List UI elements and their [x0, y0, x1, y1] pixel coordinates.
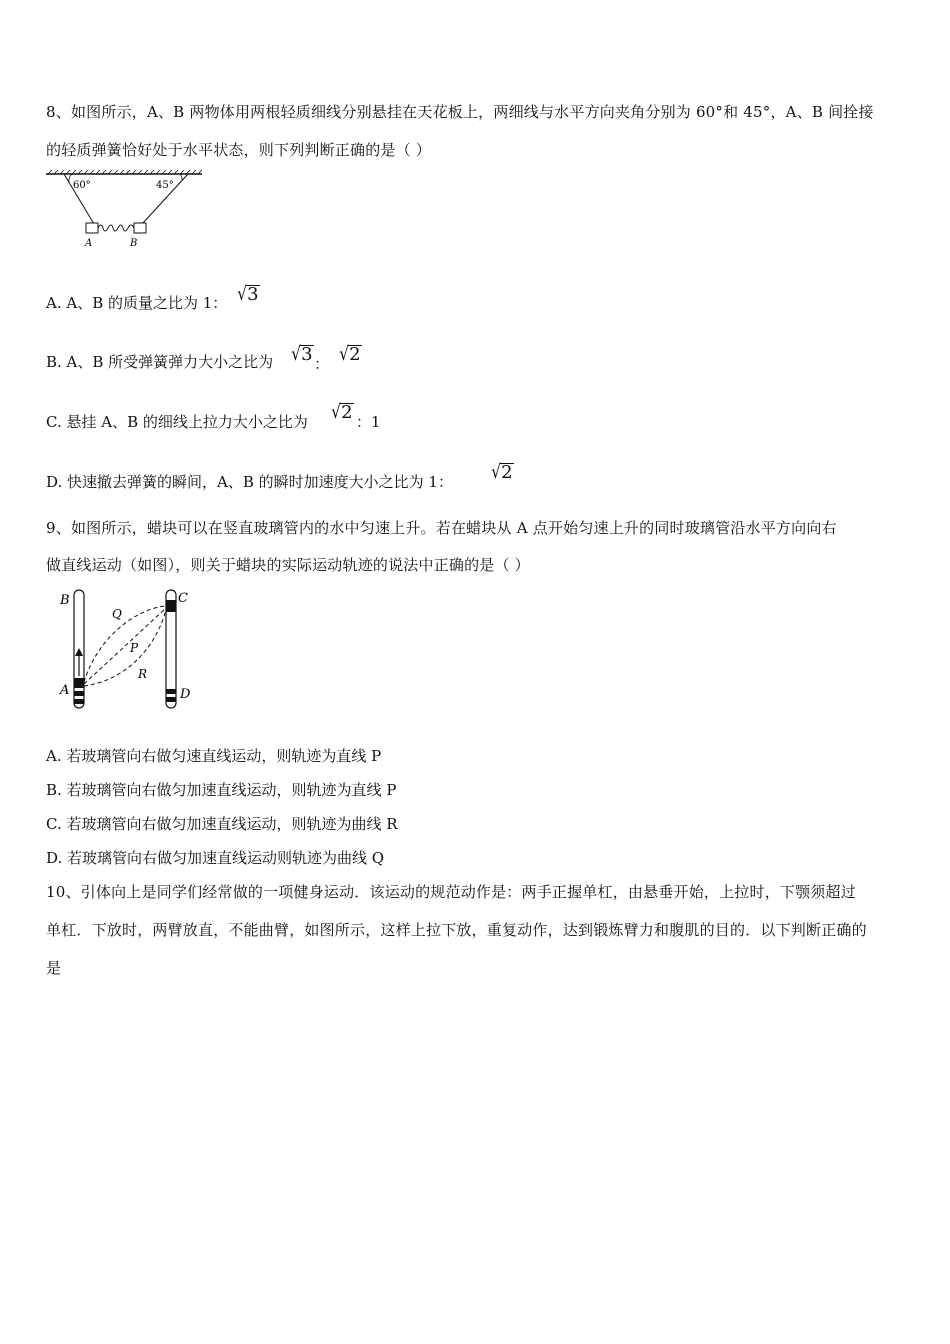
q8-stem-line2: 的轻质弹簧恰好处于水平状态，则下列判断正确的是（ ） — [46, 141, 431, 159]
q9-option-d: D. 若玻璃管向右做匀加速直线运动则轨迹为曲线 Q — [46, 849, 385, 867]
sqrt-2: √2 — [331, 401, 353, 423]
label-c: C — [178, 591, 188, 606]
q9-stem-line2: 做直线运动（如图），则关于蜡块的实际运动轨迹的说法中正确的是（ ） — [46, 556, 530, 574]
label-d: D — [180, 687, 191, 702]
q10-stem-line3: 是 — [46, 959, 62, 977]
spring — [98, 225, 134, 231]
q9-figure — [58, 586, 208, 712]
q8-option-a: A. A、B 的质量之比为 1： — [46, 294, 228, 312]
q9-option-c: C. 若玻璃管向右做匀加速直线运动，则轨迹为曲线 R — [46, 815, 398, 833]
q8-option-b: B. A、B 所受弹簧弹力大小之比为 — [46, 353, 274, 371]
path-r — [84, 610, 166, 686]
label-a: A — [60, 683, 70, 698]
label-b: B — [60, 593, 70, 608]
q8-option-c: C. 悬挂 A、B 的细线上拉力大小之比为 — [46, 413, 308, 431]
q9-stem-line1: 9、如图所示，蜡块可以在竖直玻璃管内的水中匀速上升。若在蜡块从 A 点开始匀速上升的同时玻璃管沿水平方向向右 — [46, 519, 837, 537]
sqrt-3: √3 — [237, 283, 259, 305]
label-b: B — [130, 238, 138, 249]
q8-stem-line1: 8、如图所示，A、B 两物体用两根轻质细线分别悬挂在天花板上，两细线与水平方向夹角分别为 60°和 45°，A、B 间拴接 — [46, 103, 874, 121]
label-r: R — [138, 667, 148, 681]
q10-stem-line1: 10、引体向上是同学们经常做的一项健身运动．该运动的规范动作是：两手正握单杠，由悬垂开始，上拉时，下颚须超过 — [46, 883, 856, 901]
sqrt-2: √2 — [339, 343, 361, 365]
label-q: Q — [112, 607, 122, 621]
q10-stem-line2: 单杠．下放时，两臂放直，不能曲臂，如图所示，这样上拉下放，重复动作，达到锻炼臂力和腹肌的目的．以下判断正确的 — [46, 921, 867, 939]
angle-45-label: 45° — [156, 180, 174, 191]
angle-60-label: 60° — [73, 180, 91, 191]
sqrt-3: √3 — [291, 343, 313, 365]
q8-option-d: D. 快速撤去弹簧的瞬间，A、B 的瞬时加速度大小之比为 1： — [46, 473, 453, 491]
q9-option-b: B. 若玻璃管向右做匀加速直线运动，则轨迹为直线 P — [46, 781, 397, 799]
label-a: A — [85, 238, 93, 249]
block-a — [86, 223, 98, 233]
sqrt-2: √2 — [491, 461, 513, 483]
block-b — [134, 223, 146, 233]
label-p: P — [130, 641, 139, 655]
ratio-tail: ：1 — [356, 413, 381, 431]
ratio-separator: ： — [314, 355, 330, 373]
path-p — [84, 608, 166, 684]
q8-figure — [46, 170, 206, 250]
q9-option-a: A. 若玻璃管向右做匀速直线运动，则轨迹为直线 P — [46, 747, 382, 765]
